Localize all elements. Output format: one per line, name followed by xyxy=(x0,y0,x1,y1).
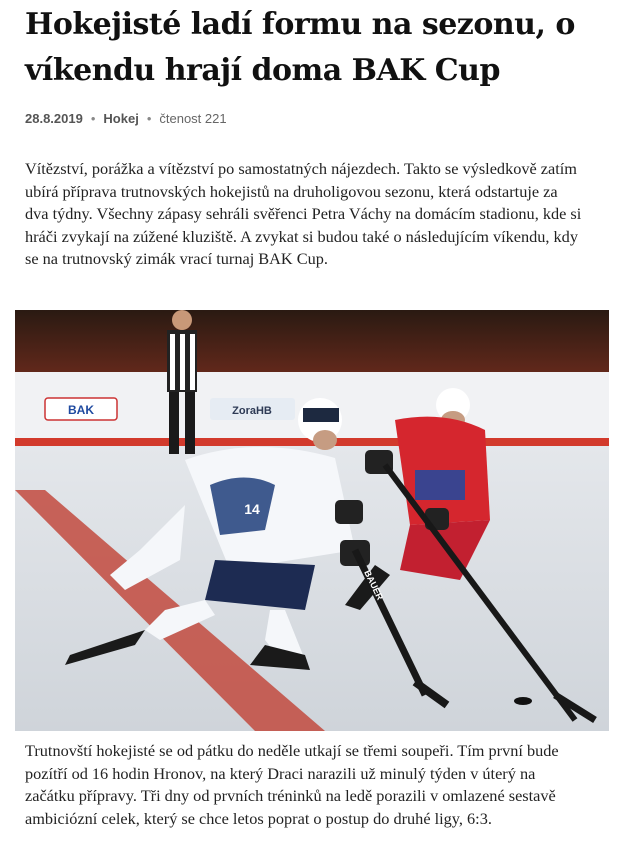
article-lead: Vítězství, porážka a vítězství po samostatných nájezdech. Takto se výsledkově zatím ubírá příprava trutnovských hokejistů na druholigovou sezonu, která odstartuje za dva týdny. Všechny zápasy sehráli svěřenci Petra Váchy na domácím stadionu, kde si hráči zvykají na zúžené kluziště. A zvykat si budou také o následujícím víkendu, kdy se na trutnovský zimák vrací turnaj BAK Cup. xyxy=(25,159,582,268)
arena-stands xyxy=(15,310,609,382)
meta-separator-dot: • xyxy=(146,111,152,126)
jersey-number: 14 xyxy=(244,501,260,517)
article-title: Hokejisté ladí formu na sezonu, o víkendu hrají doma BAK Cup xyxy=(25,7,575,88)
article-meta xyxy=(25,111,227,126)
hockey-photo-illustration xyxy=(15,310,609,731)
zorahb-logo-text: ZoraHB xyxy=(232,405,272,417)
article-read-count: čtenost 221 xyxy=(159,111,227,126)
bak-logo-text: BAK xyxy=(68,403,94,417)
article-paragraph: Trutnovští hokejisté se od pátku do neděle utkají se třemi soupeři. Tím první bude pozítří od 16 hodin Hronov, na který Draci narazili už minulý týden v úterý na začátku přípravy. Tři dny od prvních tréninků na ledě porazili v omlazené sestavě ambiciózní celek, který se chce letos poprat o postup do druhé ligy, 6:3. xyxy=(25,741,559,828)
article-category-link[interactable]: Hokej xyxy=(103,111,139,126)
article-photo xyxy=(15,310,609,731)
article-date: 28.8.2019 xyxy=(25,111,83,126)
meta-separator-dot: • xyxy=(90,111,96,126)
stick-brand-text: BAUER xyxy=(362,568,386,602)
puck xyxy=(514,697,532,705)
